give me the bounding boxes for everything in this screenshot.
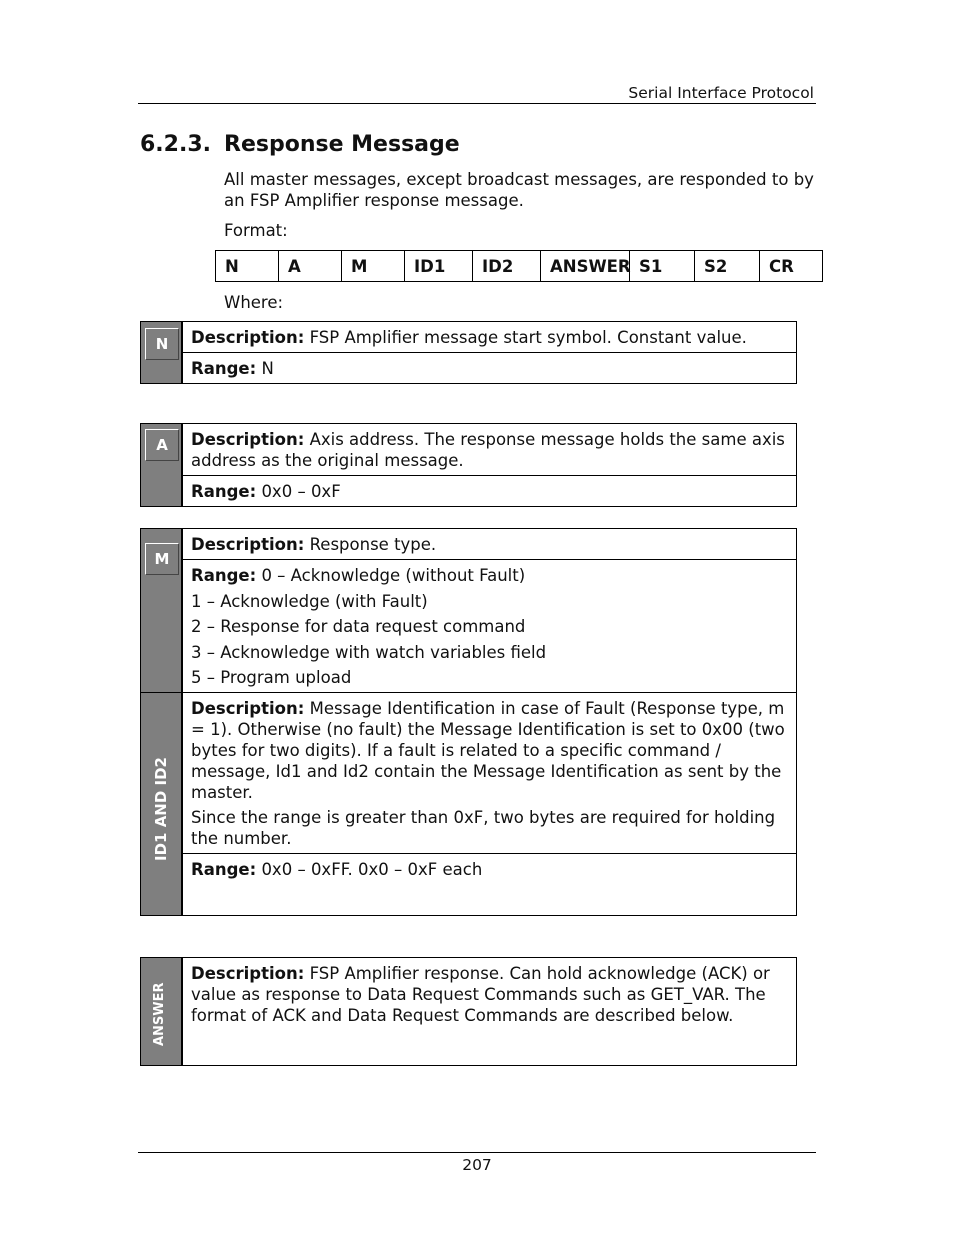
description-label: Description:: [191, 699, 305, 718]
field-tag-n: N: [145, 328, 179, 360]
description-cell-answer: [182, 957, 797, 1066]
range-text-n: N: [261, 359, 274, 378]
description-label: Description:: [191, 964, 305, 983]
description-extra-id: Since the range is greater than 0xF, two bytes are required for holding the number.: [191, 808, 776, 848]
field-tag-a: A: [145, 429, 179, 461]
format-field-a: A: [279, 251, 342, 282]
field-tag-answer: ANSWER: [152, 982, 167, 1046]
format-field-answer: ANSWER: [541, 251, 630, 282]
range-text-a: 0x0 – 0xF: [261, 482, 341, 501]
format-field-id1: ID1: [405, 251, 473, 282]
footer-rule: [138, 1152, 816, 1153]
field-block-m-id: [140, 528, 797, 916]
field-block-answer: [140, 957, 797, 1066]
range-cell-m: [182, 559, 797, 693]
description-cell-m: [182, 528, 797, 560]
format-field-cr: CR: [760, 251, 823, 282]
description-text-id: Message Identification in case of Fault (Response type, m = 1). Otherwise (no fault) the Message Identification is set to 0x00 (two bytes for two digits). If a fault is related to a specific command / message, Id1 and Id2 contain the Message Identification as sent by the master.: [191, 699, 785, 802]
format-field-s1: S1: [630, 251, 695, 282]
field-tag-bar-a: [140, 423, 182, 507]
format-field-s2: S2: [695, 251, 760, 282]
format-label: Format:: [224, 221, 288, 240]
range-cell-n: [182, 352, 797, 384]
field-tag-bar-id: [140, 692, 182, 916]
range-text-m: 0 – Acknowledge (without Fault): [261, 566, 526, 585]
description-cell-n: [182, 321, 797, 353]
field-tag-id: ID1 AND ID2: [152, 757, 170, 861]
range-item-m-3: 3 – Acknowledge with watch variables field: [191, 642, 547, 662]
description-text-m: Response type.: [309, 535, 437, 554]
format-field-id2: ID2: [473, 251, 541, 282]
section-title: Response Message: [224, 132, 460, 157]
format-row: [216, 251, 823, 282]
field-tag-bar-answer: [140, 957, 182, 1066]
range-item-m-4: 5 – Program upload: [191, 668, 352, 687]
format-table: [215, 250, 823, 282]
description-label: Description:: [191, 328, 305, 347]
field-tag-bar-n: [140, 321, 182, 384]
range-cell-a: [182, 475, 797, 507]
description-text-n: FSP Amplifier message start symbol. Constant value.: [309, 328, 747, 347]
range-cell-id: [182, 853, 797, 916]
range-label: Range:: [191, 860, 257, 879]
description-text-a: Axis address. The response message holds the same axis address as the original message.: [191, 430, 785, 470]
range-label: Range:: [191, 359, 257, 378]
intro-paragraph: All master messages, except broadcast messages, are responded to by an FSP Amplifier response message.: [224, 170, 814, 210]
range-item-m-1: 1 – Acknowledge (with Fault): [191, 591, 428, 611]
where-label: Where:: [224, 293, 284, 312]
range-label: Range:: [191, 566, 257, 585]
section-heading: [140, 132, 460, 157]
format-field-n: N: [216, 251, 279, 282]
page-number: 207: [462, 1156, 492, 1174]
format-field-m: M: [342, 251, 405, 282]
field-tag-bar-m: [140, 528, 182, 693]
field-block-n: [140, 321, 797, 384]
description-label: Description:: [191, 535, 305, 554]
range-item-m-2: 2 – Response for data request command: [191, 617, 526, 636]
range-label: Range:: [191, 482, 257, 501]
description-cell-a: [182, 423, 797, 476]
field-tag-m: M: [145, 543, 179, 575]
field-block-a: [140, 423, 797, 507]
section-number: 6.2.3.: [140, 132, 211, 157]
description-label: Description:: [191, 430, 305, 449]
header-rule: [138, 103, 816, 104]
range-text-id: 0x0 – 0xFF. 0x0 – 0xF each: [261, 860, 483, 879]
description-cell-id: [182, 692, 797, 854]
header-title: Serial Interface Protocol: [628, 84, 814, 102]
description-text-answer: FSP Amplifier response. Can hold acknowledge (ACK) or value as response to Data Request Commands such as GET_VAR. The format of ACK and Data Request Commands are described below.: [191, 964, 770, 1025]
